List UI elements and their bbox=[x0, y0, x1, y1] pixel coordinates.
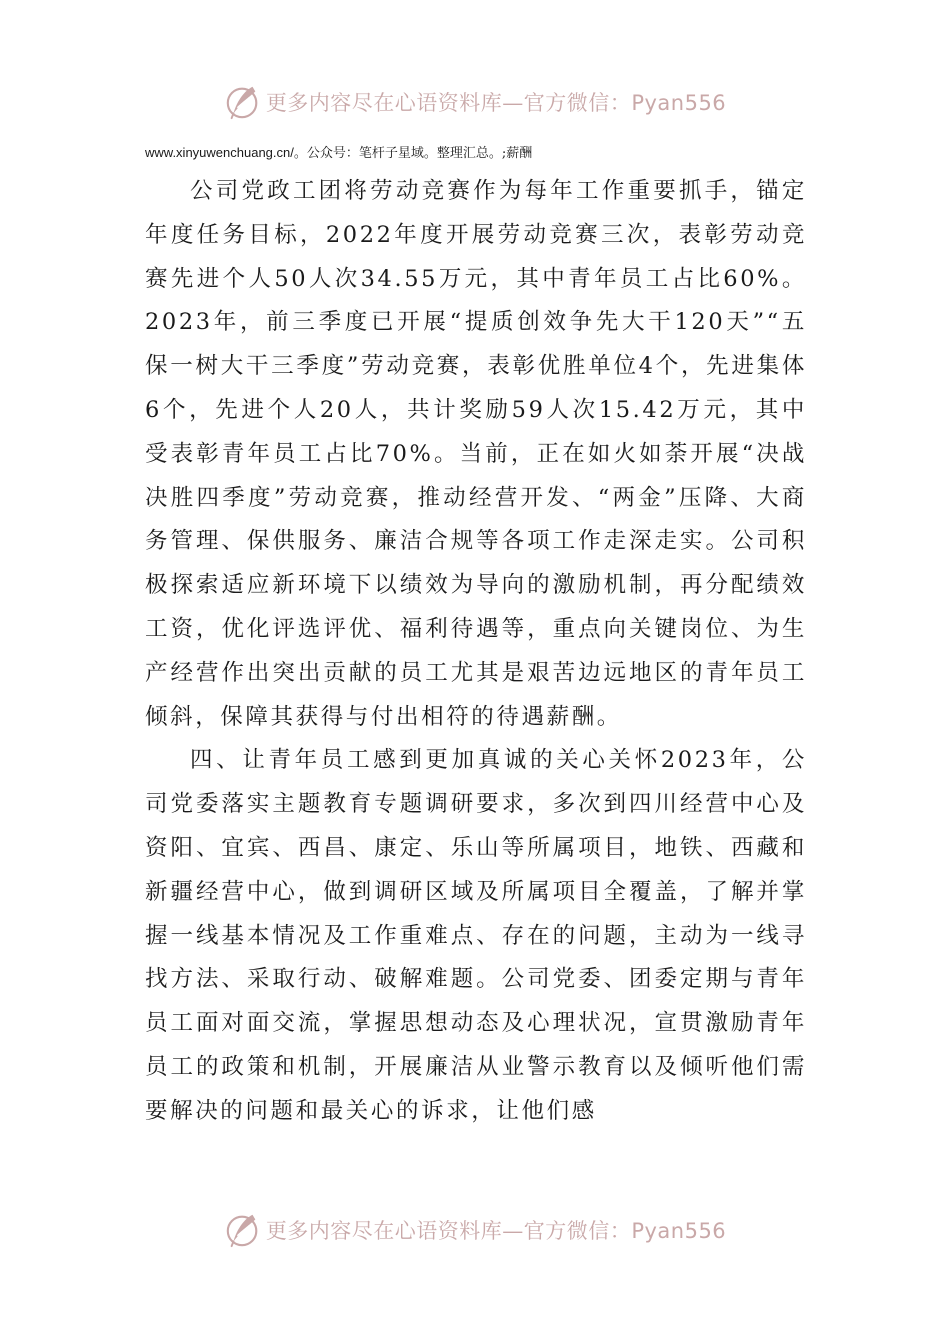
quill-pen-logo-icon bbox=[224, 83, 262, 121]
header-banner bbox=[0, 80, 950, 124]
source-url: www.xinyuwenchuang.cn/ bbox=[145, 145, 294, 160]
banner-text bbox=[266, 87, 726, 117]
source-note: 。公众号：笔杆子星域。整理汇总。;薪酬 bbox=[293, 146, 533, 161]
source-line bbox=[145, 141, 805, 166]
quill-pen-logo-icon bbox=[224, 1211, 262, 1249]
footer-banner bbox=[0, 1208, 950, 1252]
banner-slogan: 更多内容尽在心语资料库—官方微信： bbox=[265, 91, 632, 115]
paragraph: 公司党政工团将劳动竞赛作为每年工作重要抓手，锚定年度任务目标，2022年度开展劳动竞赛三次，表彰劳动竞赛先进个人50人次34.55万元，其中青年员工占比60%。2023年，前三季度已开展“提质创效争先大干120天”“五保一树大干三季度”劳动竞赛，表彰优胜单位4个，先进集体6个，先进个人20人，共计奖励59人次15.42万元，其中受表彰青年员工占比70%。当前，正在如火如荼开展“决战决胜四季度”劳动竞赛，推动经营开发、“两金”压降、大商务管理、保供服务、廉洁合规等各项工作走深走实。公司积极探索适应新环境下以绩效为导向的激励机制，再分配绩效工资，优化评选评优、福利待遇等，重点向关键岗位、为生产经营作出突出贡献的员工尤其是艰苦边远地区的青年员工倾斜，保障其获得与付出相符的待遇薪酬。 bbox=[145, 178, 807, 730]
banner-text bbox=[266, 1215, 726, 1245]
document-body bbox=[145, 170, 807, 1134]
banner-wechat-id: Pyan556 bbox=[631, 91, 727, 115]
paragraph: 四、让青年员工感到更加真诚的关心关怀2023年，公司党委落实主题教育专题调研要求，多次到四川经营中心及资阳、宜宾、西昌、康定、乐山等所属项目，地铁、西藏和新疆经营中心，做到调研区域及所属项目全覆盖，了解并掌握一线基本情况及工作重难点、存在的问题，主动为一线寻找方法、采取行动、破解难题。公司党委、团委定期与青年员工面对面交流，掌握思想动态及心理状况，宣贯激励青年员工的政策和机制，开展廉洁从业警示教育以及倾听他们需要解决的问题和最关心的诉求，让他们感 bbox=[145, 747, 807, 1124]
banner-slogan: 更多内容尽在心语资料库—官方微信： bbox=[265, 1219, 632, 1243]
banner-wechat-id: Pyan556 bbox=[631, 1219, 727, 1243]
